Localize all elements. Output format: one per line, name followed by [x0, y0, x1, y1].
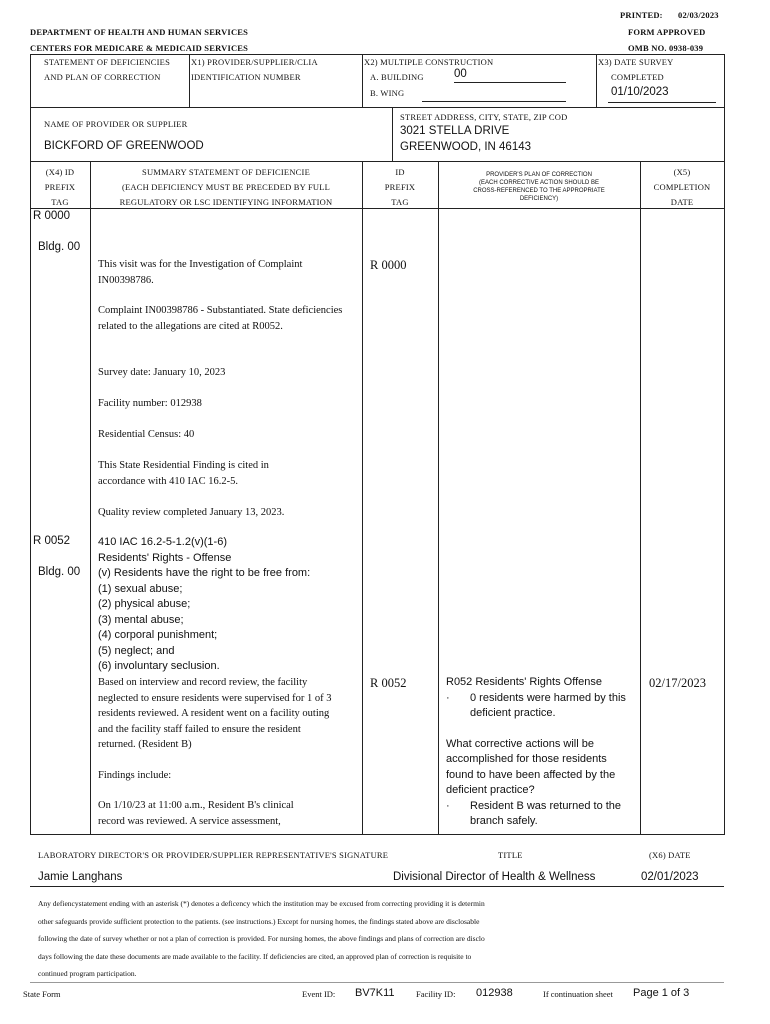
regulation-line: 410 IAC 16.2-5-1.2(v)(1-6): [98, 536, 227, 548]
plan-title: R052 Residents' Rights Offense: [446, 676, 602, 688]
regulation-line: (5) neglect; and: [98, 644, 175, 657]
disclaimer-line: other safeguards provide sufficient protection to the patients. (see instructions.) Except for nursing homes, the findings stated above are disclosable: [38, 916, 480, 926]
disclaimer-line: continued program participation.: [38, 969, 137, 978]
department-title: DEPARTMENT OF HEALTH AND HUMAN SERVICES: [30, 27, 249, 37]
x4-tag-header: TAG: [51, 197, 69, 207]
printed-label: PRINTED:: [620, 10, 663, 20]
wing-label: B. WING: [370, 88, 405, 98]
summary-paragraph-3: Survey date: January 10, 2023: [98, 367, 226, 378]
city-state-zip: GREENWOOD, IN 46143: [400, 141, 532, 153]
summary-paragraph-4: Facility number: 012938: [98, 398, 202, 409]
summary-paragraph-7: Quality review completed January 13, 2023.: [98, 507, 285, 518]
footer-divider: [30, 982, 724, 983]
regulation-line: (3) mental abuse;: [98, 613, 184, 626]
summary-paragraph-9: Findings include:: [98, 770, 172, 781]
plan-bullet-2: [446, 799, 636, 830]
plan-subheader-2: CROSS-REFERENCED TO THE APPROPRIATE: [473, 188, 605, 194]
state-form-label: State Form: [23, 989, 61, 999]
bullet-icon: ·: [446, 691, 450, 704]
plan-of-correction-block: [446, 675, 636, 830]
street-address: 3021 STELLA DRIVE: [400, 125, 510, 137]
x1-sublabel: IDENTIFICATION NUMBER: [191, 72, 301, 82]
signature-name: Jamie Langhans: [38, 871, 123, 883]
summary-paragraph-1: This visit was for the Investigation of Complaint IN00398786.: [98, 259, 303, 286]
disclaimer-line: following the date of survey whether or not a plan of correction is provided. For nursing homes, the above findings and plans of correction are disclo: [38, 934, 485, 943]
plan-question: What corrective actions will be accomplished for those residents found to have been affected by the deficient practice?: [446, 737, 616, 796]
summary-paragraph-6: This State Residential Finding is cited in accordance with 410 IAC 16.2-5.: [98, 460, 269, 487]
signature-date: 02/01/2023: [641, 871, 699, 883]
right-tag-r0052: R 0052: [370, 676, 407, 690]
building-tag-1: Bldg. 00: [38, 241, 81, 253]
event-id-value: BV7K11: [355, 987, 395, 999]
regulation-line: (6) involuntary seclusion.: [98, 660, 220, 672]
regulation-line: (1) sexual abuse;: [98, 582, 183, 595]
x3-sublabel: COMPLETED: [611, 72, 664, 82]
signature-divider: [30, 886, 724, 887]
completion-date: 02/17/2023: [649, 676, 706, 690]
tag-r0000: R 0000: [33, 210, 71, 222]
statement-label: STATEMENT OF DEFICIENCIES: [44, 57, 171, 67]
survey-completed-date: 01/10/2023: [611, 86, 669, 98]
x4-id-header: (X4) ID: [45, 167, 75, 177]
x1-label: X1) PROVIDER/SUPPLIER/CLIA: [191, 57, 318, 67]
form-approved: FORM APPROVED: [628, 27, 706, 37]
summary-paragraph-8: Based on interview and record review, the facility neglected to ensure residents were supervised for 1 of 3 residents reviewed. A resident went on a facility outing and the facility staff failed to ensure the resident returned. (Resident B): [98, 677, 332, 750]
signature-title: Divisional Director of Health & Wellness: [393, 871, 596, 883]
date-label: (X6) DATE: [649, 850, 691, 860]
plan-bullet-text: 0 residents were harmed by this deficient practice.: [470, 691, 626, 719]
x5-header: (X5): [673, 167, 691, 177]
x3-label: X3) DATE SURVEY: [598, 57, 674, 67]
summary-header: SUMMARY STATEMENT OF DEFICIENCIE: [142, 167, 310, 177]
regulation-block: [98, 535, 358, 675]
event-id-label: Event ID:: [302, 989, 336, 999]
plan-bullet-1: [446, 691, 636, 722]
summary-subheader: (EACH DEFICIENCY MUST BE PRECEDED BY FULL: [121, 182, 331, 192]
id-prefix-header: PREFIX: [384, 182, 416, 192]
disclaimer-line: Any defiencystatement ending with an asterisk (*) denotes a deficency which the institution may be excused from correcting providing it is determin: [38, 899, 485, 908]
summary-paragraph-5: Residential Census: 40: [98, 429, 195, 440]
regulation-line: (4) corporal punishment;: [98, 629, 218, 641]
x2-label: X2) MULTIPLE CONSTRUCTION: [364, 57, 494, 67]
id-tag-header: TAG: [391, 197, 409, 207]
summary-paragraph-2: Complaint IN00398786 - Substantiated. State deficiencies related to the allegations are cited at R0052.: [98, 305, 343, 332]
tag-r0052: R 0052: [33, 535, 71, 547]
building-value: 00: [454, 68, 467, 80]
regulation-line: Residents' Rights - Offense: [98, 551, 232, 564]
disclaimer-block: [38, 895, 718, 983]
regulation-line: (v) Residents have the right to be free from:: [98, 567, 311, 579]
date-header: DATE: [670, 197, 694, 207]
regulation-line: (2) physical abuse;: [98, 598, 191, 610]
facility-id-label: Facility ID:: [416, 989, 456, 999]
facility-id-value: 012938: [476, 987, 513, 999]
printed-date: 02/03/2023: [678, 10, 719, 20]
signature-label: LABORATORY DIRECTOR'S OR PROVIDER/SUPPLIER REPRESENTATIVE'S SIGNATURE: [38, 850, 389, 860]
continuation-label: If continuation sheet: [543, 989, 613, 999]
title-label: TITLE: [498, 850, 523, 860]
provider-name: BICKFORD OF GREENWOOD: [44, 140, 204, 152]
street-address-label: STREET ADDRESS, CITY, STATE, ZIP COD: [400, 112, 568, 122]
summary-subheader-2: REGULATORY OR LSC IDENTIFYING INFORMATION: [119, 197, 333, 207]
bullet-icon: ·: [446, 799, 450, 812]
completion-header: COMPLETION: [653, 182, 711, 192]
disclaimer-line: days following the date these documents are made available to the facility. If deficiencies are cited, an approved plan of correction is requisite to: [38, 951, 472, 961]
building-tag-2: Bldg. 00: [38, 566, 81, 578]
plan-subheader-1: (EACH CORRECTIVE ACTION SHOULD BE: [478, 180, 600, 186]
provider-name-label: NAME OF PROVIDER OR SUPPLIER: [44, 119, 188, 129]
plan-of-correction-label: AND PLAN OF CORRECTION: [44, 72, 161, 82]
centers-title: CENTERS FOR MEDICARE & MEDICAID SERVICES: [30, 43, 249, 53]
plan-bullet-text: Resident B was returned to the branch safely.: [470, 799, 622, 827]
summary-paragraph-10: On 1/10/23 at 11:00 a.m., Resident B's clinical record was reviewed. A service assessment,: [98, 800, 294, 827]
x4-prefix-header: PREFIX: [44, 182, 76, 192]
right-tag-r0000: R 0000: [370, 258, 407, 272]
id-header: ID: [395, 167, 405, 177]
plan-header: PROVIDER'S PLAN OF CORRECTION: [486, 172, 592, 178]
building-label: A. BUILDING: [370, 72, 424, 82]
omb-number: OMB NO. 0938-039: [628, 43, 704, 53]
page-number: Page 1 of 3: [633, 987, 690, 999]
plan-subheader-3: DEFICIENCY): [519, 196, 559, 202]
